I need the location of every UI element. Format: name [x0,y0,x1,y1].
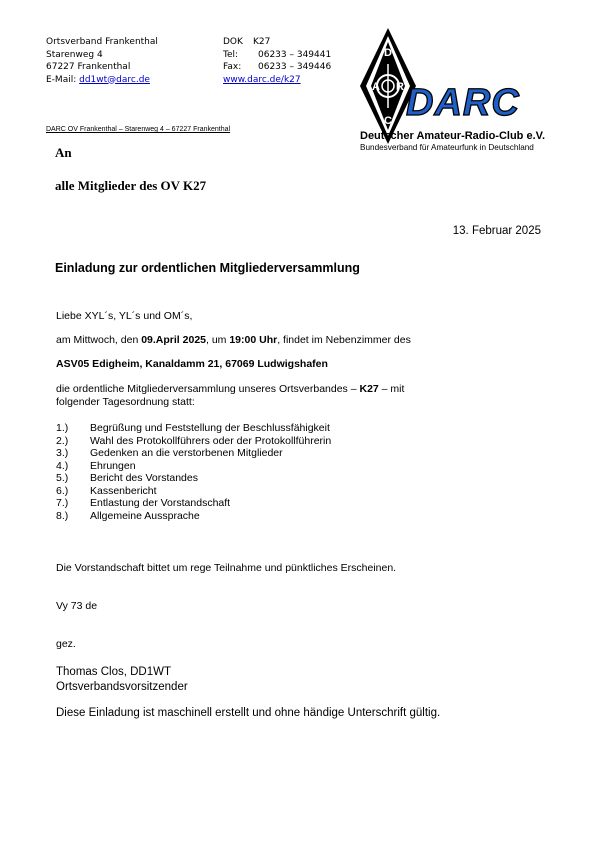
purpose-post: – mit [378,383,405,395]
closing-request: Die Vorstandschaft bittet um rege Teilnahme und pünktliches Erscheinen. [56,562,397,574]
agenda-item-number: 3.) [56,447,69,459]
darc-full-name: Deutscher Amateur-Radio-Club e.V. [360,130,546,142]
email-link[interactable]: dd1wt@darc.de [79,74,150,85]
purpose-line2: folgender Tagesordnung statt: [56,396,195,408]
letter-subject: Einladung zur ordentlichen Mitgliederversammlung [55,261,360,275]
purpose-pre: die ordentliche Mitgliederversammlung unseres Ortsverbandes – [56,383,360,395]
darc-logo [358,26,563,156]
sender-email-row [46,74,158,87]
intro-pre: am Mittwoch, den [56,334,142,346]
recipient-line1: An [55,145,72,160]
agenda-item-number: 2.) [56,434,69,447]
agenda-item-number: 4.) [56,459,69,472]
greeting: Liebe XYL´s, YL´s und OM´s, [56,310,193,322]
darc-wordmark: DARC [406,82,520,124]
agenda-item-number: 7.) [56,497,69,509]
dok-value: K27 [253,37,271,47]
meeting-date: 09.April 2025 [141,334,206,346]
agenda-item-text: Allgemeine Aussprache [90,509,200,522]
agenda-item-number: 8.) [56,509,69,522]
purpose-line1 [56,383,404,396]
agenda-item-text: Wahl des Protokollführers oder der Protokollführerin [90,434,332,447]
agenda-item-text: Entlastung der Vorstandschaft [90,497,231,509]
agenda-item [56,472,376,485]
agenda-item-text: Gedenken an die verstorbenen Mitglieder [90,447,283,459]
agenda-item [56,510,376,523]
signer-role: Ortsverbandsvorsitzender [56,680,188,693]
sender-city: 67227 Frankenthal [46,62,131,72]
website-link[interactable]: www.darc.de/k27 [223,74,301,85]
agenda-item-number: 5.) [56,472,69,484]
signature-block [56,665,188,694]
dok-row [223,36,331,49]
email-label: E-Mail: [46,74,77,85]
sender-ov-name: Ortsverband Frankenthal [46,37,158,47]
intro-mid: , um [206,334,230,346]
fax-label: Fax: [223,62,242,72]
sender-address [46,36,158,86]
intro-paragraph [56,334,411,347]
agenda-item [56,435,376,448]
regards: Vy 73 de [56,600,98,612]
intro-post: , findet im Nebenzimmer des [277,334,411,346]
agenda-item [56,460,376,473]
tel-row [223,49,331,62]
fax-value: 06233 – 349446 [258,62,332,72]
agenda-item-text: Begrüßung und Feststellung der Beschlussfähigkeit [90,422,330,434]
emblem-letter-r: R [396,81,404,93]
fax-row [223,61,331,74]
sender-return-line: DARC OV Frankenthal – Starenweg 4 – 67227 Frankenthal [46,126,231,133]
agenda-item-text: Kassenbericht [90,484,157,497]
purpose-paragraph [56,383,404,409]
agenda-item-text: Bericht des Vorstandes [90,472,198,484]
emblem-letter-d: D [384,47,392,59]
ov-code: K27 [359,383,379,395]
footer-note: Diese Einladung ist maschinell erstellt und ohne händige Unterschrift gültig. [56,707,441,719]
agenda-item-text: Ehrungen [90,459,136,472]
contact-block [223,36,331,86]
signed-gez: gez. [56,638,76,650]
meeting-location: ASV05 Edigheim, Kanaldamm 21, 67069 Ludwigshafen [56,358,328,370]
letter-date: 13. Februar 2025 [452,225,541,237]
darc-subtitle: Bundesverband für Amateurfunk in Deutschland [360,143,534,152]
web-row [223,74,331,87]
agenda-item [56,485,376,498]
tel-value: 06233 – 349441 [258,49,332,60]
agenda-item [56,447,376,460]
sender-street: Starenweg 4 [46,49,103,60]
agenda-item-number: 6.) [56,484,69,497]
signer-name: Thomas Clos, DD1WT [56,666,172,678]
emblem-letter-c: C [384,115,392,127]
agenda-item [56,497,376,510]
dok-label: DOK [223,37,243,47]
meeting-time: 19:00 Uhr [229,334,278,346]
emblem-letter-a: A [372,81,380,93]
agenda-list [56,422,376,522]
agenda-item [56,422,376,435]
tel-label: Tel: [223,49,239,60]
recipient-line2: alle Mitglieder des OV K27 [55,178,207,193]
agenda-item-number: 1.) [56,422,69,434]
